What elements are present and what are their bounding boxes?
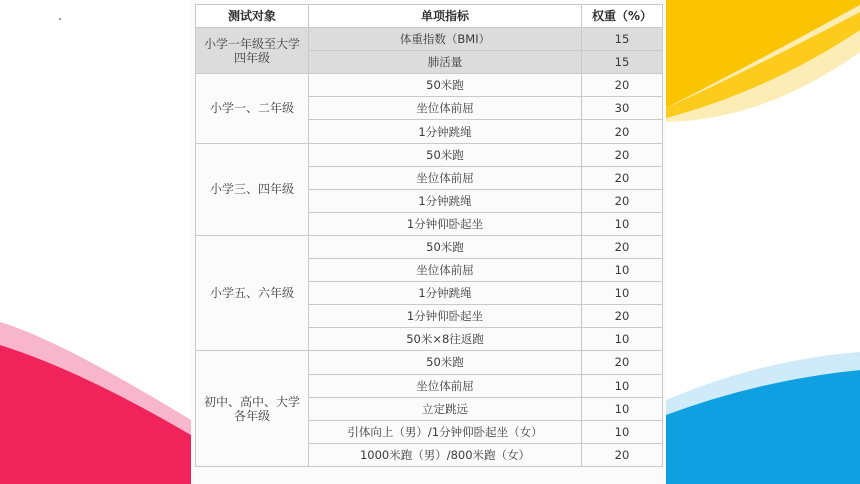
weight-cell: 20 [582,166,663,189]
weight-cell: 20 [582,443,663,466]
indicator-cell: 坐位体前屈 [309,259,582,282]
indicator-cell: 50米跑 [309,351,582,374]
indicator-cell: 1分钟仰卧起坐 [309,212,582,235]
weight-cell: 20 [582,235,663,258]
blue-corner-shape [666,370,860,484]
indicator-cell: 坐位体前屈 [309,374,582,397]
table-row [196,235,663,258]
fitness-weight-table [195,4,663,467]
table-row [196,351,663,374]
weight-cell: 10 [582,397,663,420]
weight-cell: 10 [582,212,663,235]
indicator-cell: 50米×8往返跑 [309,328,582,351]
weight-cell: 20 [582,120,663,143]
weight-cell: 10 [582,282,663,305]
header-weight: 权重（%） [582,5,663,28]
weight-cell: 20 [582,143,663,166]
indicator-cell: 1分钟跳绳 [309,120,582,143]
indicator-cell: 立定跳远 [309,397,582,420]
weight-cell: 10 [582,259,663,282]
indicator-cell: 50米跑 [309,235,582,258]
weight-cell: 30 [582,97,663,120]
weight-cell: 20 [582,351,663,374]
group-target-cell: 小学一、二年级 [196,74,309,143]
weight-cell: 10 [582,420,663,443]
indicator-cell: 坐位体前屈 [309,97,582,120]
weight-cell: 15 [582,51,663,74]
indicator-cell: 引体向上（男）/1分钟仰卧起坐（女） [309,420,582,443]
weight-cell: 20 [582,189,663,212]
indicator-cell: 体重指数（BMI） [309,28,582,51]
indicator-cell: 1分钟仰卧起坐 [309,305,582,328]
indicator-cell: 肺活量 [309,51,582,74]
table-row [196,74,663,97]
table-row [196,28,663,51]
group-target-cell: 小学一年级至大学四年级 [196,28,309,74]
indicator-cell: 坐位体前屈 [309,166,582,189]
indicator-cell: 1000米跑（男）/800米跑（女） [309,443,582,466]
weight-cell: 20 [582,305,663,328]
header-indicator: 单项指标 [309,5,582,28]
group-target-cell: 小学三、四年级 [196,143,309,235]
weight-cell: 15 [582,28,663,51]
weight-cell: 10 [582,374,663,397]
small-dot-mark [59,18,61,20]
indicator-cell: 50米跑 [309,143,582,166]
indicator-cell: 1分钟跳绳 [309,282,582,305]
indicator-cell: 1分钟跳绳 [309,189,582,212]
group-target-cell: 小学五、六年级 [196,235,309,350]
header-target: 测试对象 [196,5,309,28]
weight-cell: 10 [582,328,663,351]
group-target-cell: 初中、高中、大学各年级 [196,351,309,466]
weight-cell: 20 [582,74,663,97]
indicator-cell: 50米跑 [309,74,582,97]
table-header-row [196,5,663,28]
table-row [196,143,663,166]
